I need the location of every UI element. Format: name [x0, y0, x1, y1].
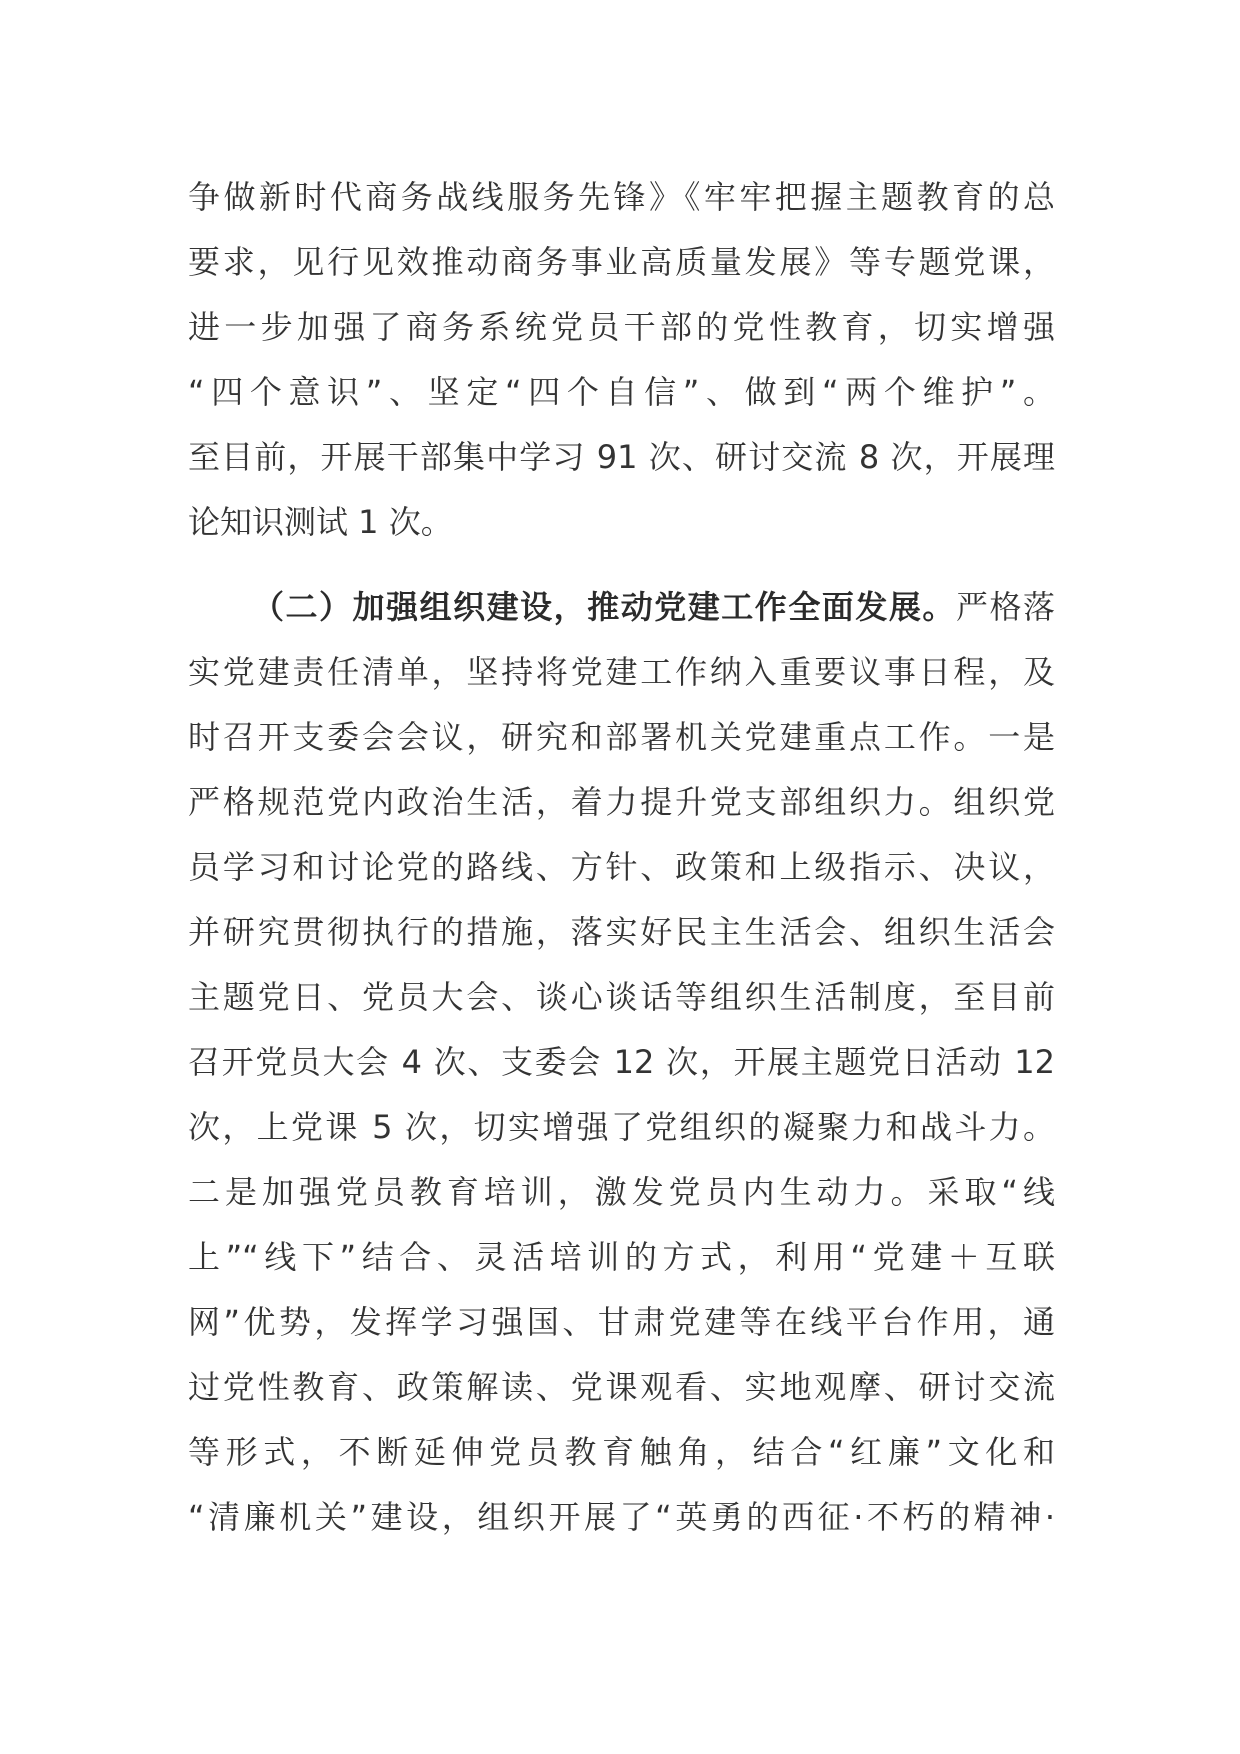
text-line: 实党建责任清单，坚持将党建工作纳入重要议事日程，及	[188, 653, 1055, 691]
text-line: 争做新时代商务战线服务先锋》《牢牢把握主题教育的总	[188, 178, 1055, 216]
text-line: “四个意识”、坚定“四个自信”、做到“两个维护”。	[188, 373, 1055, 411]
text-line: 时召开支委会会议，研究和部署机关党建重点工作。一是	[188, 718, 1055, 756]
paragraph-1	[188, 165, 1055, 555]
text-line: 主题党日、党员大会、谈心谈话等组织生活制度，至目前	[188, 978, 1055, 1016]
text-line: 至目前，开展干部集中学习 91 次、研讨交流 8 次，开展理	[188, 438, 1055, 476]
text-line: 论知识测试 1 次。	[188, 503, 453, 541]
text-line: 要求，见行见效推动商务事业高质量发展》等专题党课，	[188, 243, 1055, 281]
text-line: 召开党员大会 4 次、支委会 12 次，开展主题党日活动 12	[188, 1043, 1055, 1081]
paragraph-first-line	[188, 575, 1055, 640]
text-line: 并研究贯彻执行的措施，落实好民主生活会、组织生活会	[188, 913, 1055, 951]
text-span: 严格落	[955, 588, 1055, 626]
text-line: 次，上党课 5 次，切实增强了党组织的凝聚力和战斗力。	[188, 1108, 1055, 1146]
document-body	[188, 165, 1055, 1550]
text-line: 进一步加强了商务系统党员干部的党性教育，切实增强	[188, 308, 1055, 346]
text-line: 等形式，不断延伸党员教育触角，结合“红廉”文化和	[188, 1433, 1055, 1471]
text-line: 严格规范党内政治生活，着力提升党支部组织力。组织党	[188, 783, 1055, 821]
text-line: “清廉机关”建设，组织开展了“英勇的西征·不朽的精神·	[188, 1498, 1055, 1536]
text-line: 网”优势，发挥学习强国、甘肃党建等在线平台作用，通	[188, 1303, 1055, 1341]
text-line: 过党性教育、政策解读、党课观看、实地观摩、研讨交流	[188, 1368, 1055, 1406]
section-heading: （二）加强组织建设，推动党建工作全面发展。	[252, 588, 956, 626]
text-line: 二是加强党员教育培训，激发党员内生动力。采取“线	[188, 1173, 1055, 1211]
paragraph-2	[188, 575, 1055, 1550]
text-line: 上”“线下”结合、灵活培训的方式，利用“党建＋互联	[188, 1238, 1055, 1276]
text-line: 员学习和讨论党的路线、方针、政策和上级指示、决议，	[188, 848, 1055, 886]
